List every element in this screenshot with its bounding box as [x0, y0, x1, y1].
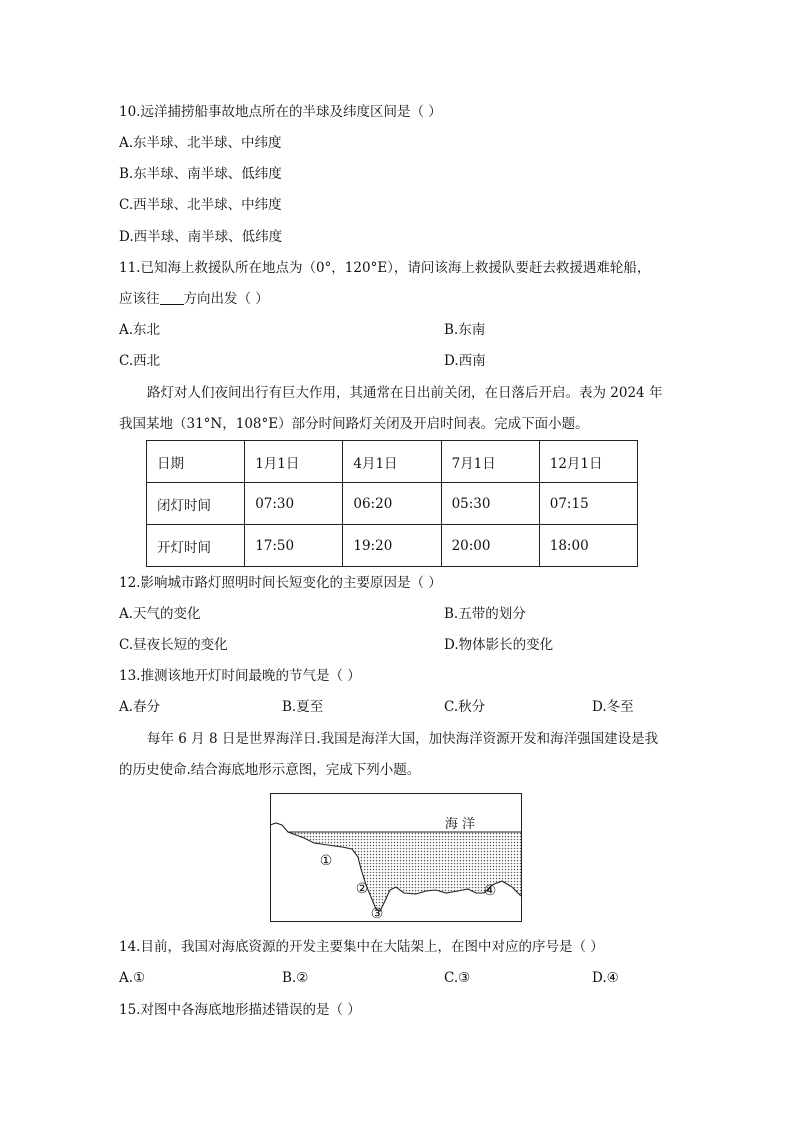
- q12-option-d: D.物体影长的变化: [444, 637, 554, 653]
- table-cell: 1月1日: [245, 441, 343, 483]
- passage1-line2: 我国某地（31°N，108°E）部分时间路灯关闭及开启时间表。完成下面小题。: [119, 416, 589, 432]
- table-cell: 闭灯时间: [147, 483, 245, 525]
- passage1-line1: 路灯对人们夜间出行有巨大作用，其通常在日出前关闭，在日落后开启。表为 2024 年: [147, 385, 663, 401]
- q12-stem: 12.影响城市路灯照明时间长短变化的主要原因是（ ）: [119, 575, 442, 591]
- q12-option-a: A.天气的变化: [119, 606, 201, 622]
- q10-option-b: B.东半球、南半球、低纬度: [119, 166, 282, 182]
- q12-option-c: C.昼夜长短的变化: [119, 637, 228, 653]
- marker-4: ④: [483, 883, 497, 899]
- marker-3: ③: [370, 906, 384, 922]
- passage2-line1: 每年 6 月 8 日是世界海洋日.我国是海洋大国，加快海洋资源开发和海洋强国建设是我: [147, 731, 659, 747]
- marker-1: ①: [319, 853, 333, 869]
- q13-stem: 13.推测该地开灯时间最晚的节气是（ ）: [119, 668, 361, 684]
- q11-stem-pre: 应该往: [119, 291, 160, 307]
- table-cell: 7月1日: [441, 441, 539, 483]
- q11-stem-line2: [119, 290, 269, 308]
- marker-2: ②: [355, 881, 369, 897]
- q13-option-d: D.冬至: [592, 699, 634, 715]
- q13-option-b: B.夏至: [282, 699, 324, 715]
- q14-option-c: C.③: [444, 970, 471, 986]
- q10-option-c: C.西半球、北半球、中纬度: [119, 197, 282, 213]
- table-cell: 18:00: [539, 525, 637, 567]
- table-cell: 07:15: [539, 483, 637, 525]
- q10-option-d: D.西半球、南半球、低纬度: [119, 229, 283, 245]
- q11-option-b: B.东南: [444, 322, 486, 338]
- q11-option-a: A.东北: [119, 322, 161, 338]
- ocean-label: 海 洋: [444, 817, 476, 832]
- q12-option-b: B.五带的划分: [444, 606, 526, 622]
- q15-stem: 15.对图中各海底地形描述错误的是（ ）: [119, 1002, 361, 1018]
- q14-option-a: A.①: [119, 970, 146, 986]
- table-cell: 日期: [147, 441, 245, 483]
- q14-option-d: D.④: [592, 970, 619, 986]
- table-cell: 开灯时间: [147, 525, 245, 567]
- streetlight-timetable: [146, 440, 638, 567]
- table-row-off-time: [147, 483, 638, 525]
- answer-blank: [160, 290, 184, 305]
- table-cell: 20:00: [441, 525, 539, 567]
- table-cell: 05:30: [441, 483, 539, 525]
- q13-option-a: A.春分: [119, 699, 161, 715]
- table-cell: 06:20: [343, 483, 441, 525]
- table-cell: 19:20: [343, 525, 441, 567]
- q11-option-d: D.西南: [444, 353, 486, 369]
- table-cell: 17:50: [245, 525, 343, 567]
- table-row-on-time: [147, 525, 638, 567]
- q14-option-b: B.②: [282, 970, 309, 986]
- q13-option-c: C.秋分: [444, 699, 486, 715]
- passage2-line2: 的历史使命.结合海底地形示意图，完成下列小题。: [119, 762, 421, 778]
- q11-stem-line1: 11.已知海上救援队所在地点为（0°，120°E），请问该海上救援队要赶去救援遇难轮船，: [119, 260, 651, 276]
- table-cell: 12月1日: [539, 441, 637, 483]
- q11-option-c: C.西北: [119, 353, 161, 369]
- q10-option-a: A.东半球、北半球、中纬度: [119, 135, 282, 151]
- q11-stem-post: 方向出发（ ）: [183, 291, 269, 307]
- table-cell: 07:30: [245, 483, 343, 525]
- q10-stem: 10.远洋捕捞船事故地点所在的半球及纬度区间是（ ）: [119, 104, 442, 120]
- table-cell: 4月1日: [343, 441, 441, 483]
- q14-stem: 14.目前，我国对海底资源的开发主要集中在大陆架上，在图中对应的序号是（ ）: [119, 939, 604, 955]
- seafloor-diagram: [270, 793, 522, 922]
- table-row-date: [147, 441, 638, 483]
